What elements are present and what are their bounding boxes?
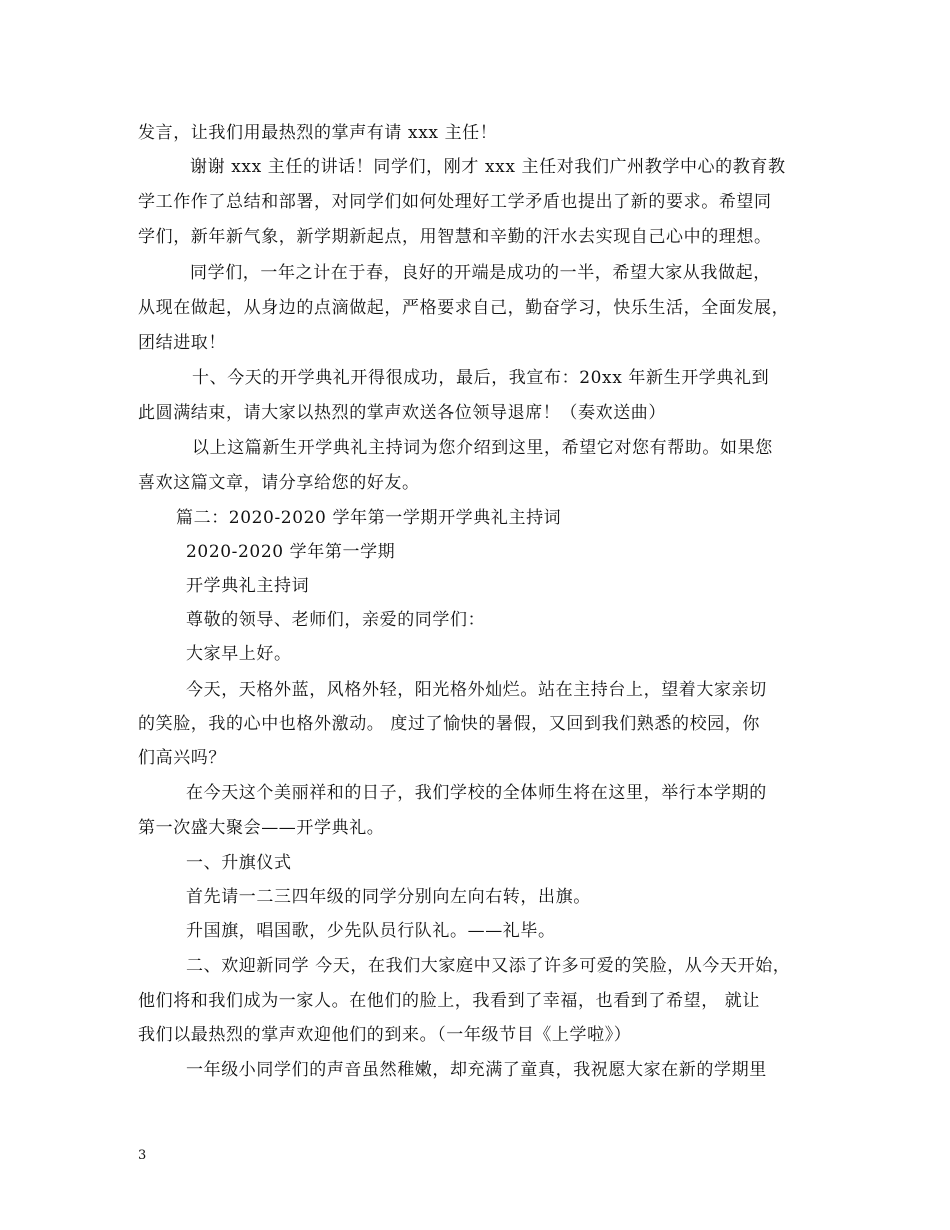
text-line: 二、欢迎新同学 今天，在我们大家庭中又添了许多可爱的笑脸，从今天开始， bbox=[186, 956, 791, 976]
text-line: 以上这篇新生开学典礼主持词为您介绍到这里，希望它对您有帮助。如果您 bbox=[192, 438, 773, 458]
text-line: 十、今天的开学典礼开得很成功，最后，我宣布：20xx 年新生开学典礼到 bbox=[192, 368, 770, 388]
text-line: 他们将和我们成为一家人。在他们的脸上，我看到了幸福，也看到了希望， 就让 bbox=[138, 991, 761, 1011]
text-line: 升国旗，唱国歌，少先队员行队礼。——礼毕。 bbox=[186, 921, 556, 941]
text-line: 们高兴吗？ bbox=[138, 748, 226, 768]
page-number: 3 bbox=[138, 1148, 147, 1163]
text-line: 第一次盛大聚会——开学典礼。 bbox=[138, 818, 385, 838]
text-line: 一、升旗仪式 bbox=[186, 853, 292, 873]
text-line: 2020-2020 学年第一学期 bbox=[186, 542, 396, 562]
text-line: 从现在做起，从身边的点滴做起，严格要求自己，勤奋学习，快乐生活，全面发展， bbox=[138, 298, 790, 318]
text-line: 一年级小同学们的声音虽然稚嫩，却充满了童真，我祝愿大家在新的学期里 bbox=[186, 1060, 767, 1080]
text-line: 此圆满结束，请大家以热烈的掌声欢送各位领导退席！（奏欢送曲） bbox=[138, 403, 666, 423]
text-line: 开学典礼主持词 bbox=[186, 576, 310, 596]
section-heading: 篇二：2020-2020 学年第一学期开学典礼主持词 bbox=[176, 508, 562, 528]
text-line: 团结进取！ bbox=[138, 333, 226, 353]
text-line: 同学们，一年之计在于春，良好的开端是成功的一半，希望大家从我做起， bbox=[190, 263, 771, 283]
text-line: 谢谢 xxx 主任的讲话！同学们，刚才 xxx 主任对我们广州教学中心的教育教 bbox=[190, 157, 786, 177]
text-line: 在今天这个美丽祥和的日子，我们学校的全体师生将在这里，举行本学期的 bbox=[186, 783, 767, 803]
text-line: 的笑脸，我的心中也格外激动。 度过了愉快的暑假，又回到我们熟悉的校园，你 bbox=[138, 714, 761, 734]
text-line: 学工作作了总结和部署，对同学们如何处理好工学矛盾也提出了新的要求。希望同 bbox=[138, 192, 772, 212]
text-line: 喜欢这篇文章，请分享给您的好友。 bbox=[138, 473, 420, 493]
text-line: 我们以最热烈的掌声欢迎他们的到来。（一年级节目《上学啦》） bbox=[138, 1025, 632, 1045]
text-line: 发言，让我们用最热烈的掌声有请 xxx 主任！ bbox=[138, 123, 498, 143]
text-line: 今天，天格外蓝，风格外轻，阳光格外灿烂。站在主持台上，望着大家亲切 bbox=[186, 680, 767, 700]
text-line: 学们，新年新气象，新学期新起点，用智慧和辛勤的汗水去实现自己心中的理想。 bbox=[138, 227, 772, 247]
text-line: 大家早上好。 bbox=[186, 644, 292, 664]
text-line: 尊敬的领导、老师们，亲爱的同学们： bbox=[186, 610, 486, 630]
text-line: 首先请一二三四年级的同学分别向左向右转，出旗。 bbox=[186, 887, 591, 907]
